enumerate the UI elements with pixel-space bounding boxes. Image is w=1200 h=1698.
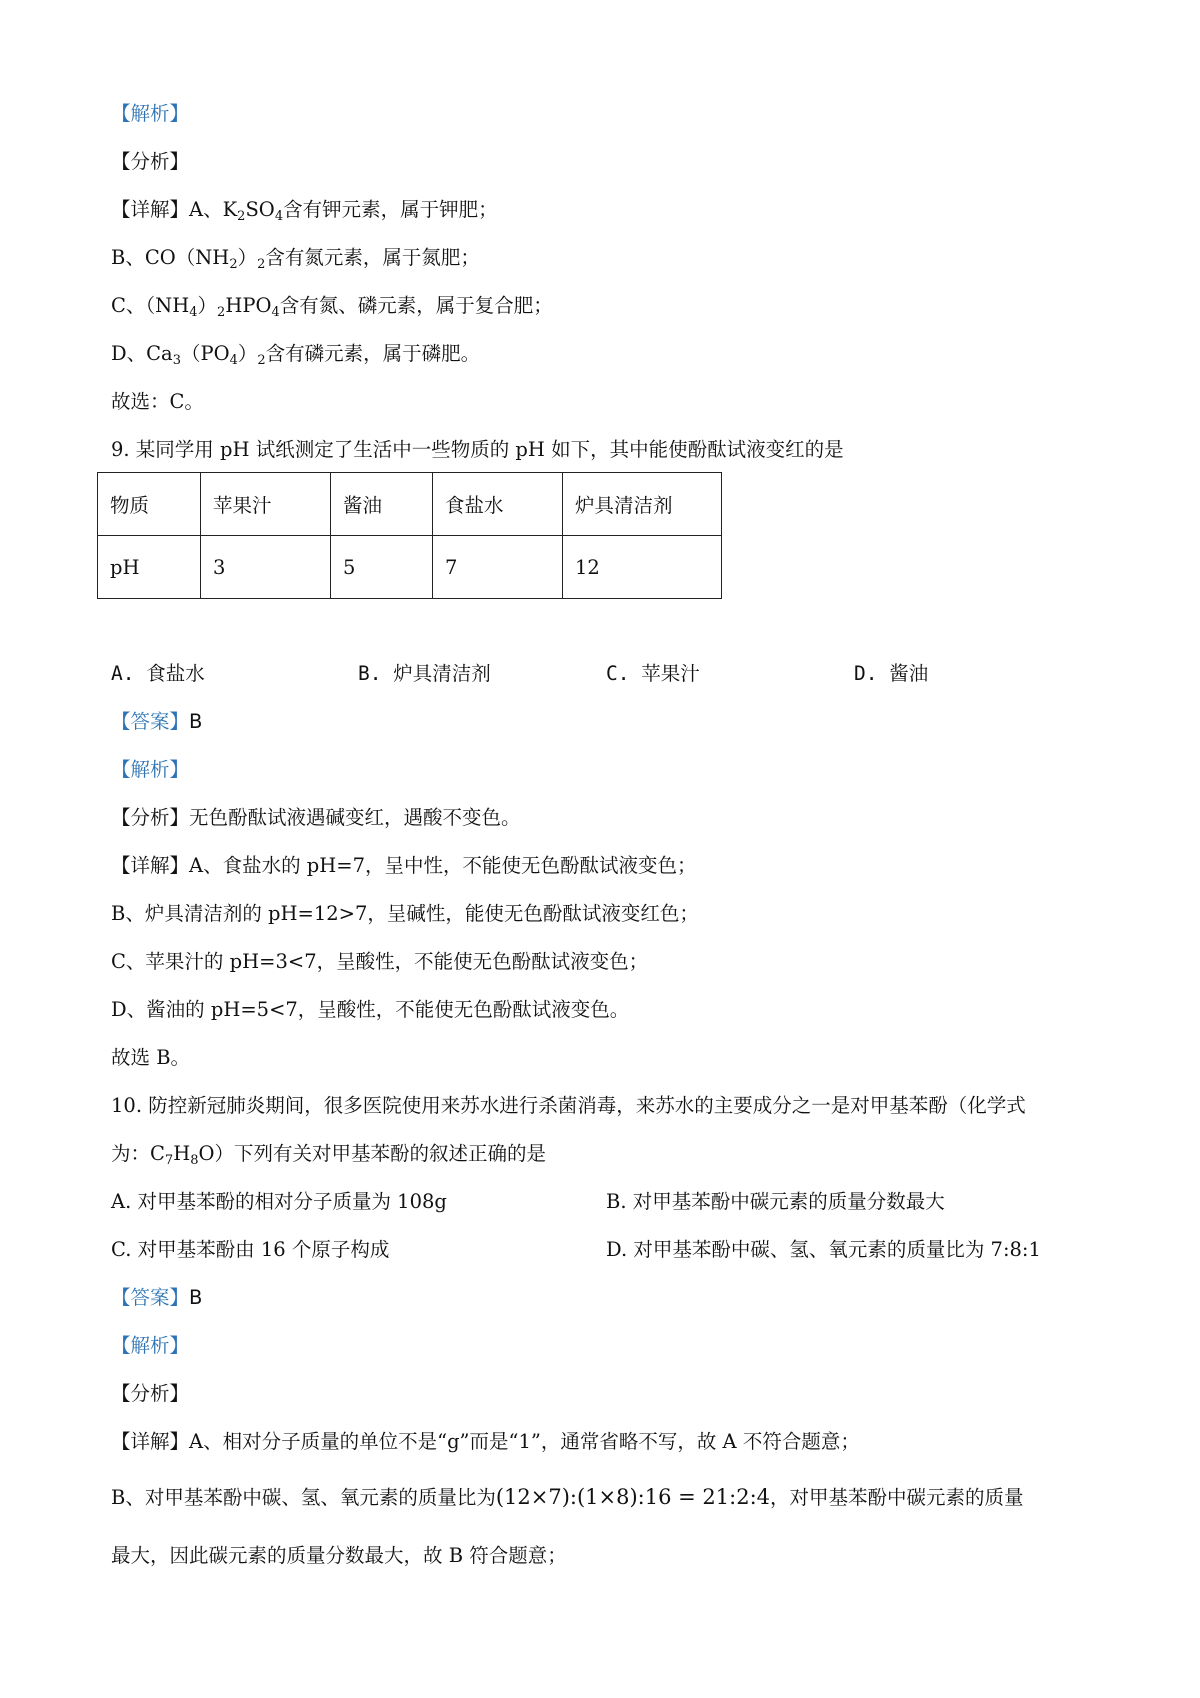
- q9-detail-d: D、酱油的 pH=5<7，呈酸性，不能使无色酚酞试液变色。: [111, 998, 630, 1021]
- daan-tag-q10: 【答案】: [111, 1286, 190, 1309]
- xiangjie-tag-q10: 【详解】: [111, 1430, 190, 1453]
- xiangjie-tag-q9: 【详解】: [111, 854, 190, 877]
- table-header-row: [98, 473, 722, 536]
- q10-option-d: D. 对甲基苯酚中碳、氢、氧元素的质量比为 7:8:1: [606, 1238, 1041, 1261]
- table-cell: pH: [98, 536, 201, 599]
- xiangjie-tag-q8: 【详解】: [111, 198, 190, 221]
- q8-conclusion: 故选：C。: [111, 390, 204, 413]
- q10-detail-b: B、对甲基苯酚中碳、氢、氧元素的质量比为(12×7):(1×8):16 = 21:2:4，对甲基苯酚中碳元素的质量: [111, 1485, 1024, 1509]
- q10-detail-b-line2: 最大，因此碳元素的质量分数最大，故 B 符合题意；: [111, 1544, 567, 1567]
- q9-detail-a: 【详解】A、食盐水的 pH=7，呈中性，不能使无色酚酞试液变色；: [111, 854, 697, 877]
- fenxi-tag-q10: 【分析】: [111, 1382, 190, 1405]
- q10-question-line1: 10. 防控新冠肺炎期间，很多医院使用来苏水进行杀菌消毒，来苏水的主要成分之一是对甲基苯酚（化学式: [111, 1094, 1026, 1117]
- q9-analysis: 【分析】无色酚酞试液遇碱变红，遇酸不变色。: [111, 806, 521, 829]
- q9-detail-b: B、炉具清洁剂的 pH=12>7，呈碱性，能使无色酚酞试液变红色；: [111, 902, 699, 925]
- jiexi-tag-q9: 【解析】: [111, 758, 190, 781]
- q9-option-b: B. 炉具清洁剂: [358, 662, 491, 685]
- q9-question: 9. 某同学用 pH 试纸测定了生活中一些物质的 pH 如下，其中能使酚酞试液变红的是: [111, 438, 844, 461]
- table-cell: 炉具清洁剂: [563, 473, 722, 536]
- q10-answer: 【答案】B: [111, 1286, 203, 1309]
- table-cell: 苹果汁: [201, 473, 331, 536]
- jiexi-tag-q8: 【解析】: [111, 102, 190, 125]
- q10-option-a: A. 对甲基苯酚的相对分子质量为 108g: [111, 1190, 447, 1213]
- table-cell: 食盐水: [433, 473, 563, 536]
- q10-detail-a: 【详解】A、相对分子质量的单位不是“g”而是“1”，通常省略不写，故 A 不符合题意；: [111, 1430, 860, 1453]
- table-cell: 12: [563, 536, 722, 599]
- q8-detail-d: D、$Ca_3(PO_4)_2$含有磷元素，属于磷肥。: [111, 342, 481, 368]
- table-cell: 7: [433, 536, 563, 599]
- q9-answer: 【答案】B: [111, 710, 203, 733]
- q9-option-a: A. 食盐水: [111, 662, 205, 685]
- table-cell: 物质: [98, 473, 201, 536]
- q10-option-c: C. 对甲基苯酚由 16 个原子构成: [111, 1238, 390, 1261]
- table-cell: 酱油: [331, 473, 433, 536]
- mass-ratio-formula: (12×7):(1×8):16 = 21:2:4: [495, 1485, 771, 1509]
- fenxi-tag-q9: 【分析】: [111, 806, 190, 829]
- table-cell: 5: [331, 536, 433, 599]
- daan-tag-q9: 【答案】: [111, 710, 190, 733]
- ph-table: [97, 472, 722, 599]
- q9-option-c: C. 苹果汁: [606, 662, 700, 685]
- jiexi-tag-q10: 【解析】: [111, 1334, 190, 1357]
- q8-detail-a: 【详解】A、$K_2SO_4$含有钾元素，属于钾肥；: [111, 198, 498, 224]
- fenxi-tag-q8: 【分析】: [111, 150, 190, 173]
- q9-option-d: D. 酱油: [854, 662, 929, 685]
- q8-detail-c: C、$(NH_4)_2HPO_4$含有氮、磷元素，属于复合肥；: [111, 294, 553, 320]
- q10-question-line2: 为：$C_7H_8O$）下列有关对甲基苯酚的叙述正确的是: [111, 1142, 546, 1168]
- q9-conclusion: 故选 B。: [111, 1046, 191, 1069]
- q8-detail-b: B、$CO(NH_2)_2$含有氮元素，属于氮肥；: [111, 246, 480, 272]
- q10-option-b: B. 对甲基苯酚中碳元素的质量分数最大: [606, 1190, 945, 1213]
- q9-detail-c: C、苹果汁的 pH=3<7，呈酸性，不能使无色酚酞试液变色；: [111, 950, 649, 973]
- table-cell: 3: [201, 536, 331, 599]
- table-row: [98, 536, 722, 599]
